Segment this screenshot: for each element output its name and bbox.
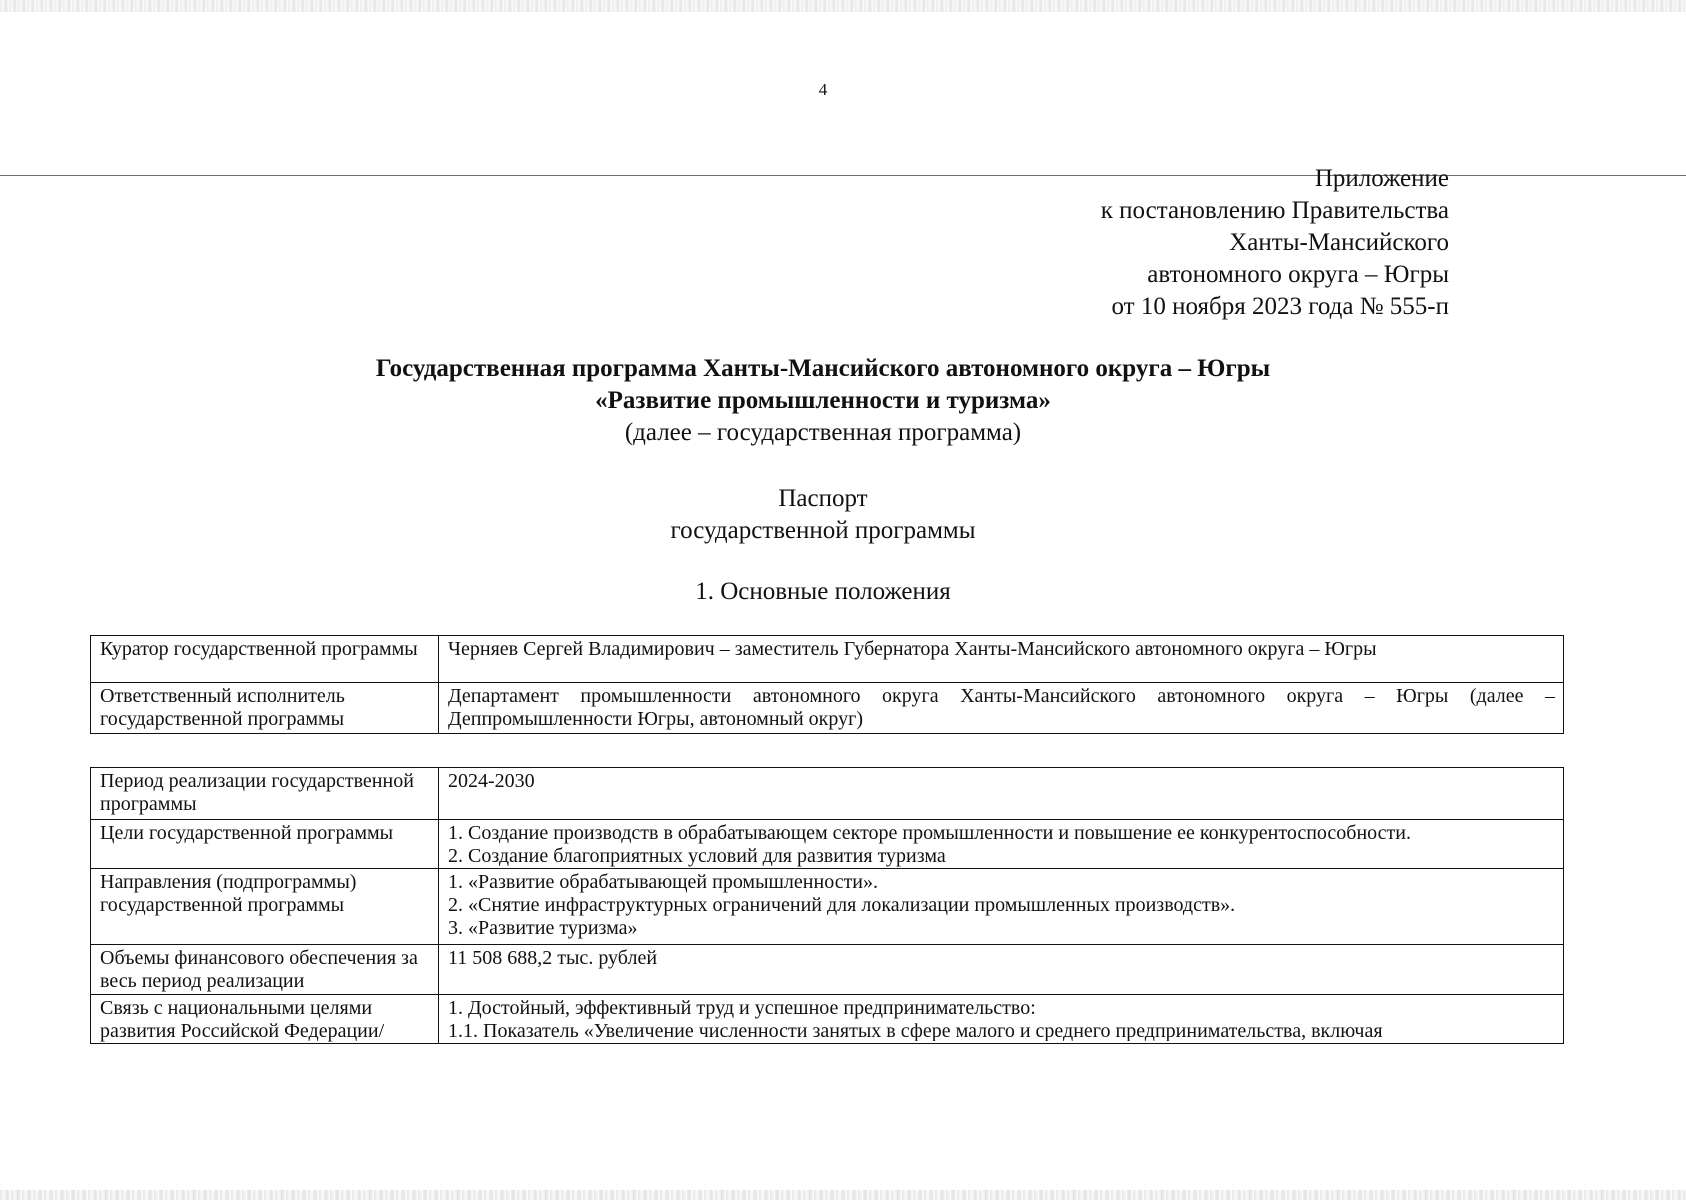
national-goal-item: 1. Достойный, эффективный труд и успешное предпринимательство: — [448, 997, 1036, 1019]
row-label: Цели государственной программы — [91, 820, 439, 869]
table-row — [91, 768, 1564, 820]
appendix-line: Ханты-Мансийского — [1229, 229, 1449, 256]
table-row — [91, 683, 1564, 734]
row-value: Департамент промышленности автономного округа Ханты-Мансийского автономного округа – Югры (далее – Деппромышленности Югры, автономный округ) — [439, 683, 1564, 734]
row-value — [439, 869, 1564, 945]
row-label: Ответственный исполнитель государственной программы — [91, 683, 439, 734]
table-row — [91, 995, 1564, 1044]
appendix-date-line: от 10 ноября 2023 года № 555-п — [1111, 293, 1449, 320]
row-label: Связь с национальными целями развития Российской Федерации/ — [91, 995, 439, 1044]
row-label: Период реализации государственной программы — [91, 768, 439, 820]
passport-line: государственной программы — [670, 517, 976, 544]
scan-edge-top — [0, 0, 1686, 12]
page-number: 4 — [818, 80, 828, 99]
row-label: Направления (подпрограммы) государственной программы — [91, 869, 439, 945]
passport-table-2 — [90, 767, 1564, 1044]
table-row — [91, 869, 1564, 945]
passport-line: Паспорт — [778, 485, 868, 512]
row-value: 2024-2030 — [439, 768, 1564, 820]
title-line: Государственная программа Ханты-Мансийского автономного округа – Югры — [375, 355, 1271, 382]
row-label: Куратор государственной программы — [91, 636, 439, 683]
passport-heading — [0, 483, 1646, 547]
passport-table-1 — [90, 635, 1564, 734]
goal-item: 1. Создание производств в обрабатывающем секторе промышленности и повышение ее конкурентоспособности. — [448, 822, 1411, 844]
row-label: Объемы финансового обеспечения за весь период реализации — [91, 945, 439, 995]
appendix-line: автономного округа – Югры — [1147, 261, 1449, 288]
scan-edge-bottom — [0, 1190, 1686, 1200]
title-note: (далее – государственная программа) — [624, 419, 1022, 446]
section-heading: 1. Основные положения — [695, 578, 951, 605]
indicator-item: 1.1. Показатель «Увеличение численности занятых в сфере малого и среднего предпринимательства, включая — [448, 1020, 1383, 1041]
row-value — [439, 820, 1564, 869]
appendix-block — [1101, 163, 1449, 323]
row-value: Черняев Сергей Владимирович – заместитель Губернатора Ханты-Мансийского автономного округа – Югры — [439, 636, 1564, 683]
program-name: «Развитие промышленности и туризма» — [595, 387, 1051, 414]
table-row — [91, 820, 1564, 869]
appendix-line: Приложение — [1314, 165, 1449, 192]
row-value: 11 508 688,2 тыс. рублей — [439, 945, 1564, 995]
subprogram-item: 3. «Развитие туризма» — [448, 917, 638, 939]
table-row — [91, 945, 1564, 995]
row-value — [439, 995, 1564, 1044]
subprogram-item: 2. «Снятие инфраструктурных ограничений для локализации промышленных производств». — [448, 894, 1236, 916]
table-row — [91, 636, 1564, 683]
document-title — [0, 353, 1646, 449]
goal-item: 2. Создание благоприятных условий для развития туризма — [448, 845, 946, 867]
subprogram-item: 1. «Развитие обрабатывающей промышленности». — [448, 871, 879, 893]
appendix-line: к постановлению Правительства — [1100, 197, 1449, 224]
